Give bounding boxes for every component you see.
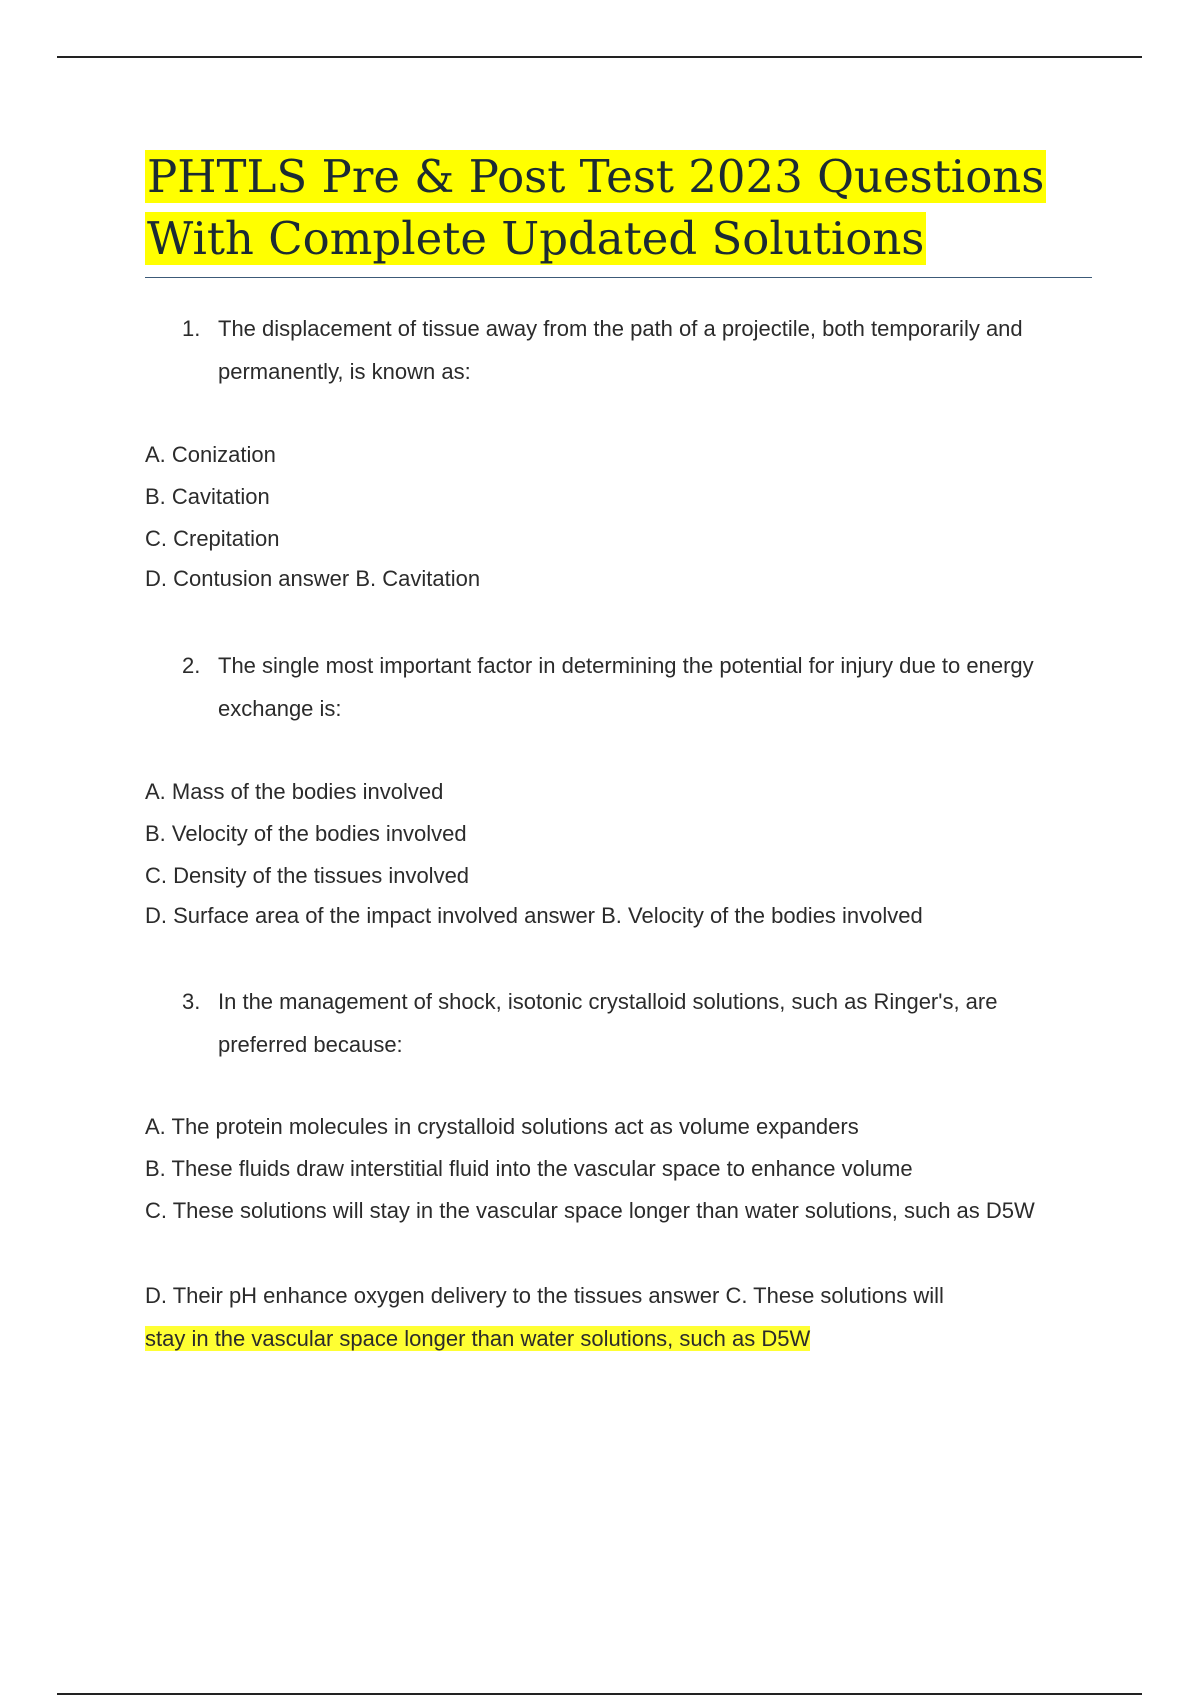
question-text: In the management of shock, isotonic crystalloid solutions, such as Ringer's, are preferred because: <box>218 989 998 1057</box>
page-bottom-rule <box>57 1693 1142 1695</box>
option-d-answer: D. Contusion answer B. Cavitation <box>145 566 481 591</box>
question-number: 3. <box>182 989 201 1014</box>
title-line-1: PHTLS Pre & Post Test 2023 Questions <box>147 150 1045 203</box>
option-d-answer: D. Their pH enhance oxygen delivery to the tissues answer C. These solutions will <box>145 1283 944 1308</box>
option-c: C. Crepitation <box>145 526 280 551</box>
option-c: C. These solutions will stay in the vascular space longer than water solutions, such as D5W <box>145 1198 1035 1223</box>
option-c: C. Density of the tissues involved <box>145 863 470 888</box>
question-text: The displacement of tissue away from the path of a projectile, both temporarily and permanently, is known as: <box>218 316 1023 384</box>
answer-highlight-text: stay in the vascular space longer than water solutions, such as D5W <box>145 1326 811 1351</box>
question-number: 2. <box>182 653 201 678</box>
page-top-rule <box>57 56 1142 58</box>
option-b: B. Velocity of the bodies involved <box>145 821 467 846</box>
answer-highlight <box>145 1324 810 1354</box>
title-underline <box>145 277 1092 278</box>
option-a: A. Mass of the bodies involved <box>145 779 444 804</box>
option-b: B. Cavitation <box>145 484 270 509</box>
option-a: A. The protein molecules in crystalloid solutions act as volume expanders <box>145 1114 859 1139</box>
option-a: A. Conization <box>145 442 276 467</box>
option-d-answer: D. Surface area of the impact involved answer B. Velocity of the bodies involved <box>145 903 923 928</box>
document-title <box>145 146 1095 270</box>
question-text: The single most important factor in determining the potential for injury due to energy exchange is: <box>218 653 1034 721</box>
title-line-2: With Complete Updated Solutions <box>147 212 925 265</box>
question-number: 1. <box>182 316 201 341</box>
option-b: B. These fluids draw interstitial fluid into the vascular space to enhance volume <box>145 1156 913 1181</box>
